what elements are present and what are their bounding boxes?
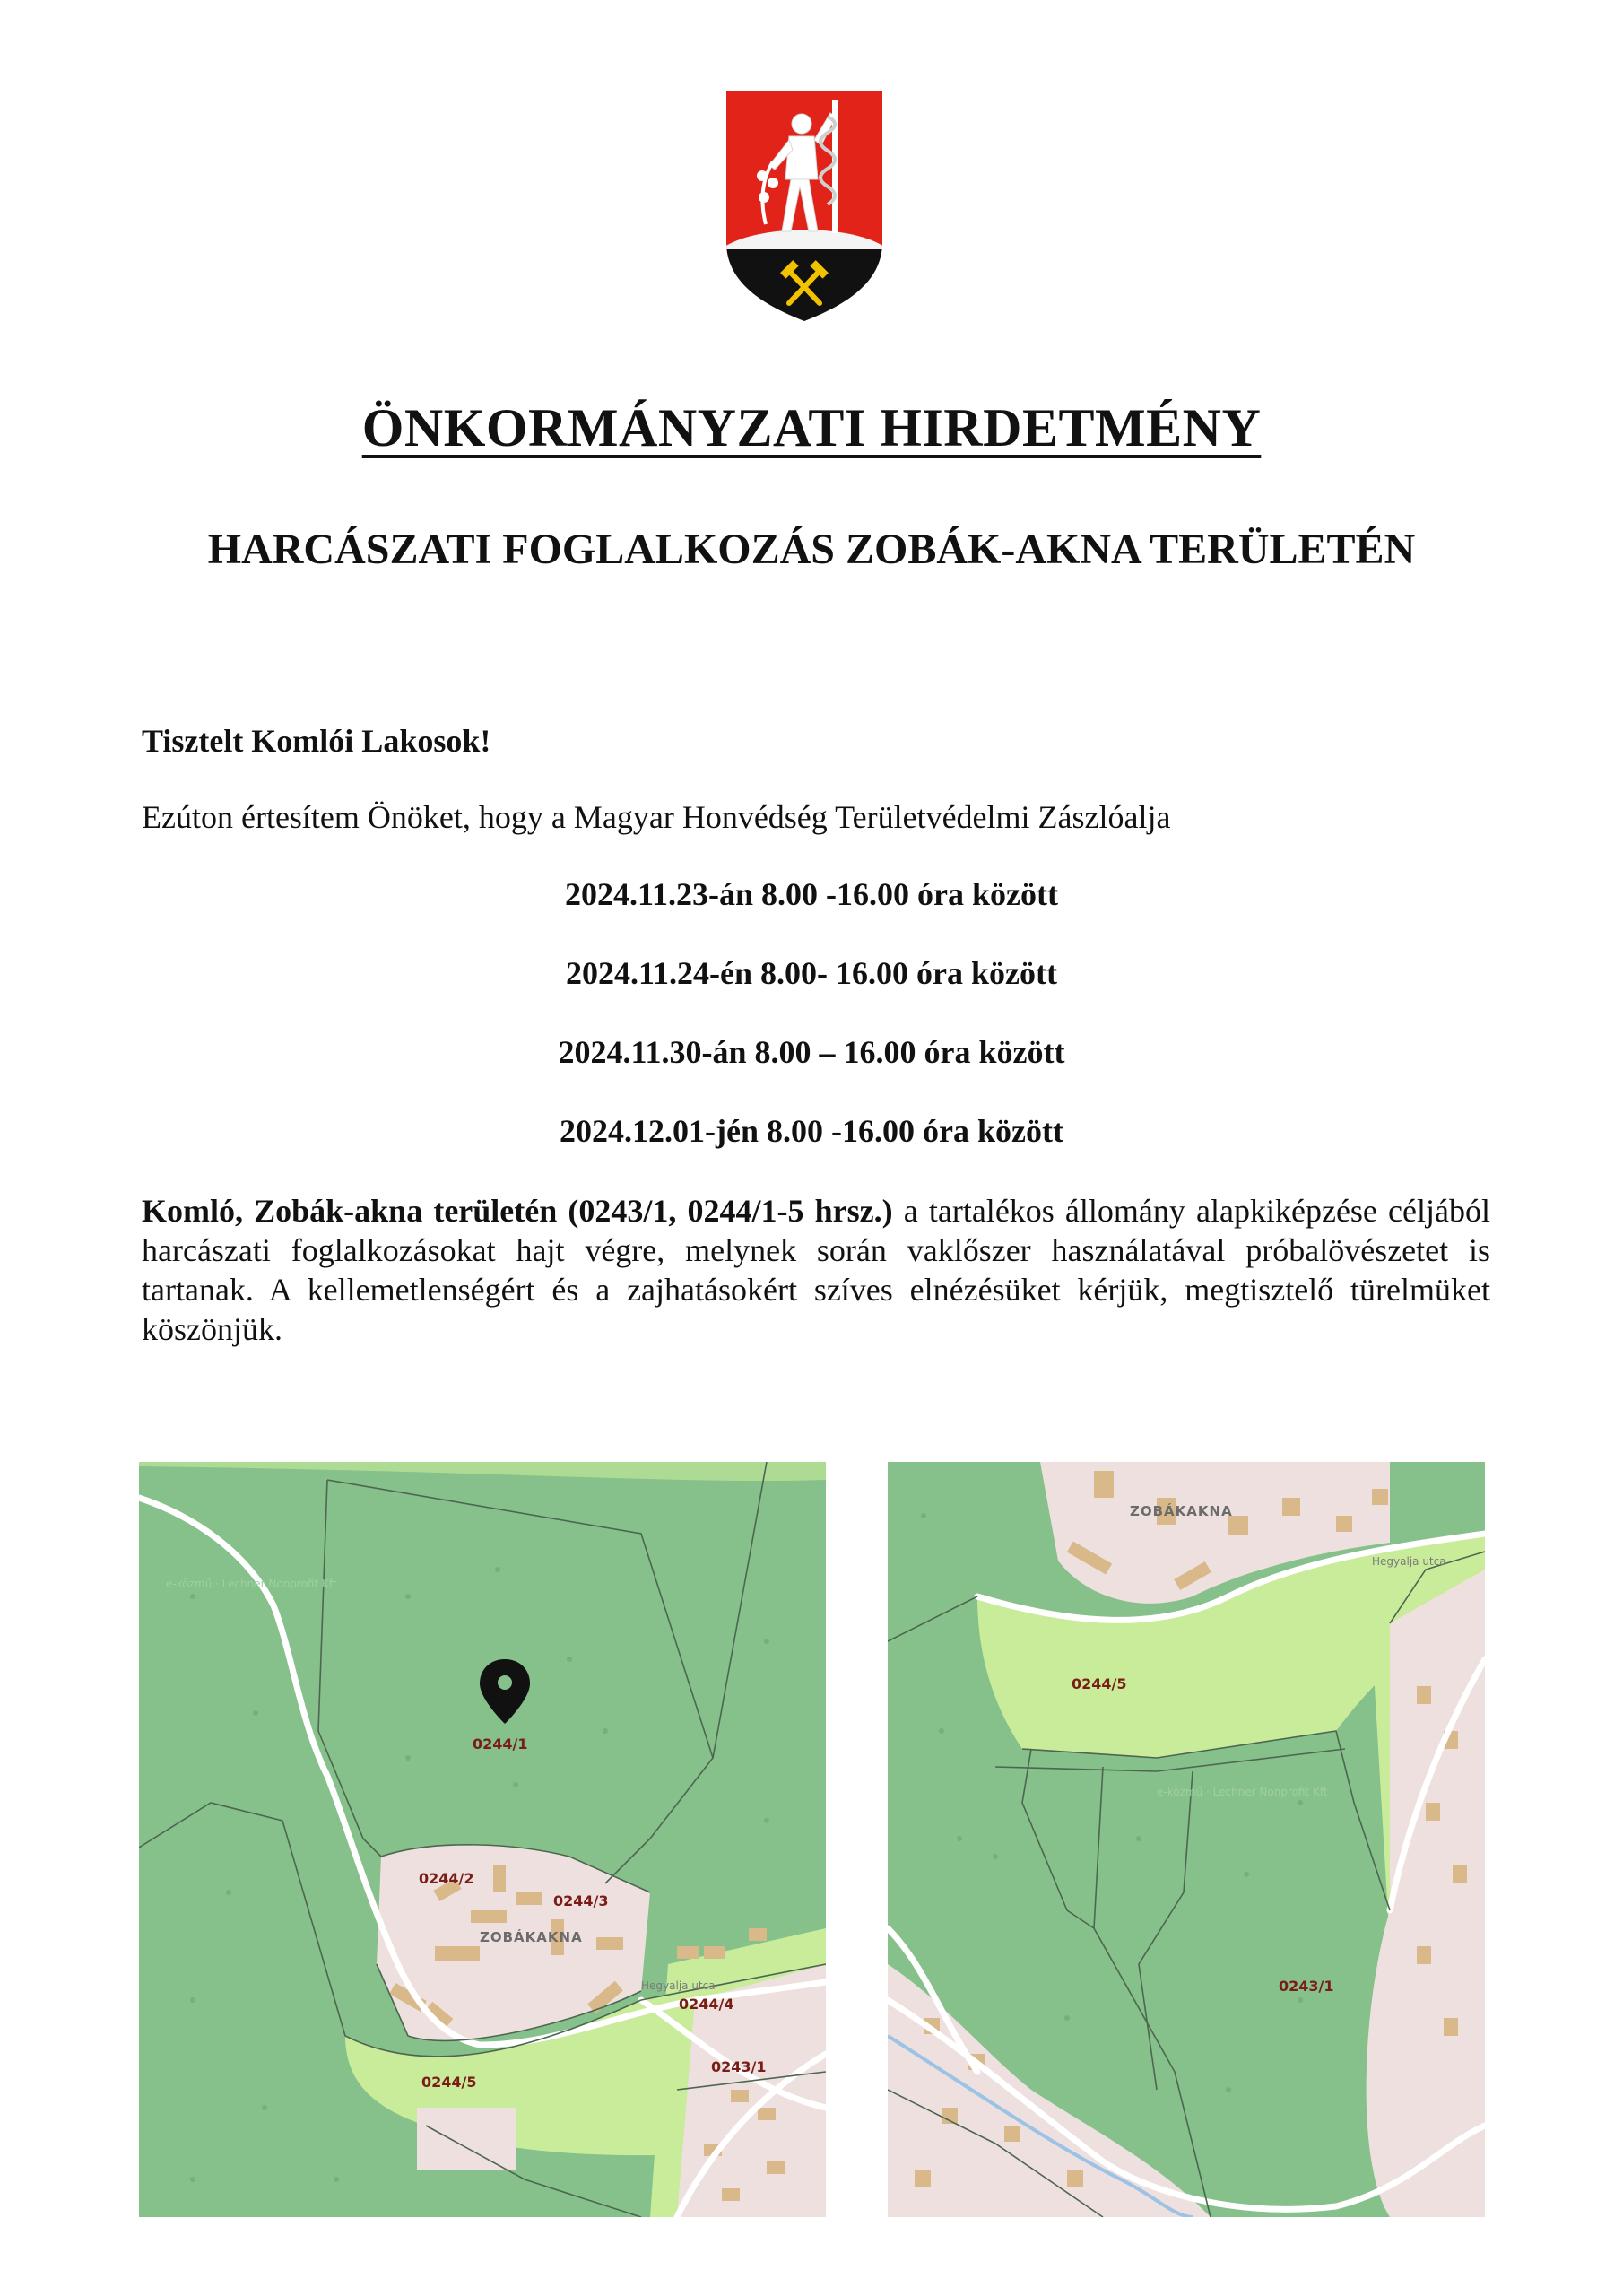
date-line: 2024.11.24-én 8.00- 16.00 óra között: [566, 955, 1057, 991]
parcel-label: 0244/1: [473, 1735, 528, 1752]
map-watermark: e-közmű · Lechner Nonprofit Kft: [1157, 1786, 1328, 1798]
salutation: Tisztelt Komlói Lakosok!: [142, 723, 491, 759]
date-list: [0, 874, 1623, 1190]
parcel-label: 0244/3: [553, 1892, 609, 1909]
parcel-label: 0244/5: [1072, 1675, 1127, 1692]
parcel-label: 0243/1: [711, 2058, 767, 2075]
place-label: ZOBÁKAKNA: [480, 1929, 583, 1945]
parcel-label: 0244/5: [421, 2074, 477, 2091]
place-label: ZOBÁKAKNA: [1130, 1503, 1233, 1519]
body-rest: a tartalékos állomány alapkiképzése céljából harcászati foglalkozásokat hajt végre, melynek során vaklőszer használatával próbalövészetet is tartanak. A kellemetlenségért és a zajhatásokért szíves elnézésüket kérjük, megtisztelő türelmüket köszönjük.: [142, 1193, 1490, 1347]
coat-of-arms: [725, 90, 884, 325]
date-line: 2024.11.23-án 8.00 -16.00 óra között: [565, 876, 1058, 912]
parcel-label: 0244/4: [679, 1996, 734, 2013]
parcel-label: 0244/2: [419, 1870, 474, 1887]
map-watermark: e-közmű · Lechner Nonprofit Kft: [166, 1578, 337, 1590]
cadastral-map-right: [888, 1462, 1485, 2217]
intro-paragraph: Ezúton értesítem Önöket, hogy a Magyar Honvédség Területvédelmi Zászlóalja: [142, 799, 1171, 835]
body-location-bold: Komló, Zobák-akna területén (0243/1, 0244/1-5 hrsz.): [142, 1193, 893, 1229]
notice-subtitle: HARCÁSZATI FOGLALKOZÁS ZOBÁK-AKNA TERÜLETÉN: [207, 526, 1416, 573]
body-paragraph: [142, 1191, 1490, 1349]
cadastral-map-left: [139, 1462, 826, 2217]
notice-title: ÖNKORMÁNYZATI HIRDETMÉNY: [361, 398, 1262, 457]
street-label: Hegyalja utca: [641, 1979, 716, 1992]
date-line: 2024.12.01-jén 8.00 -16.00 óra között: [560, 1113, 1063, 1149]
date-line: 2024.11.30-án 8.00 – 16.00 óra között: [558, 1034, 1065, 1070]
parcel-label: 0243/1: [1279, 1978, 1334, 1995]
street-label: Hegyalja utca: [1372, 1555, 1446, 1568]
